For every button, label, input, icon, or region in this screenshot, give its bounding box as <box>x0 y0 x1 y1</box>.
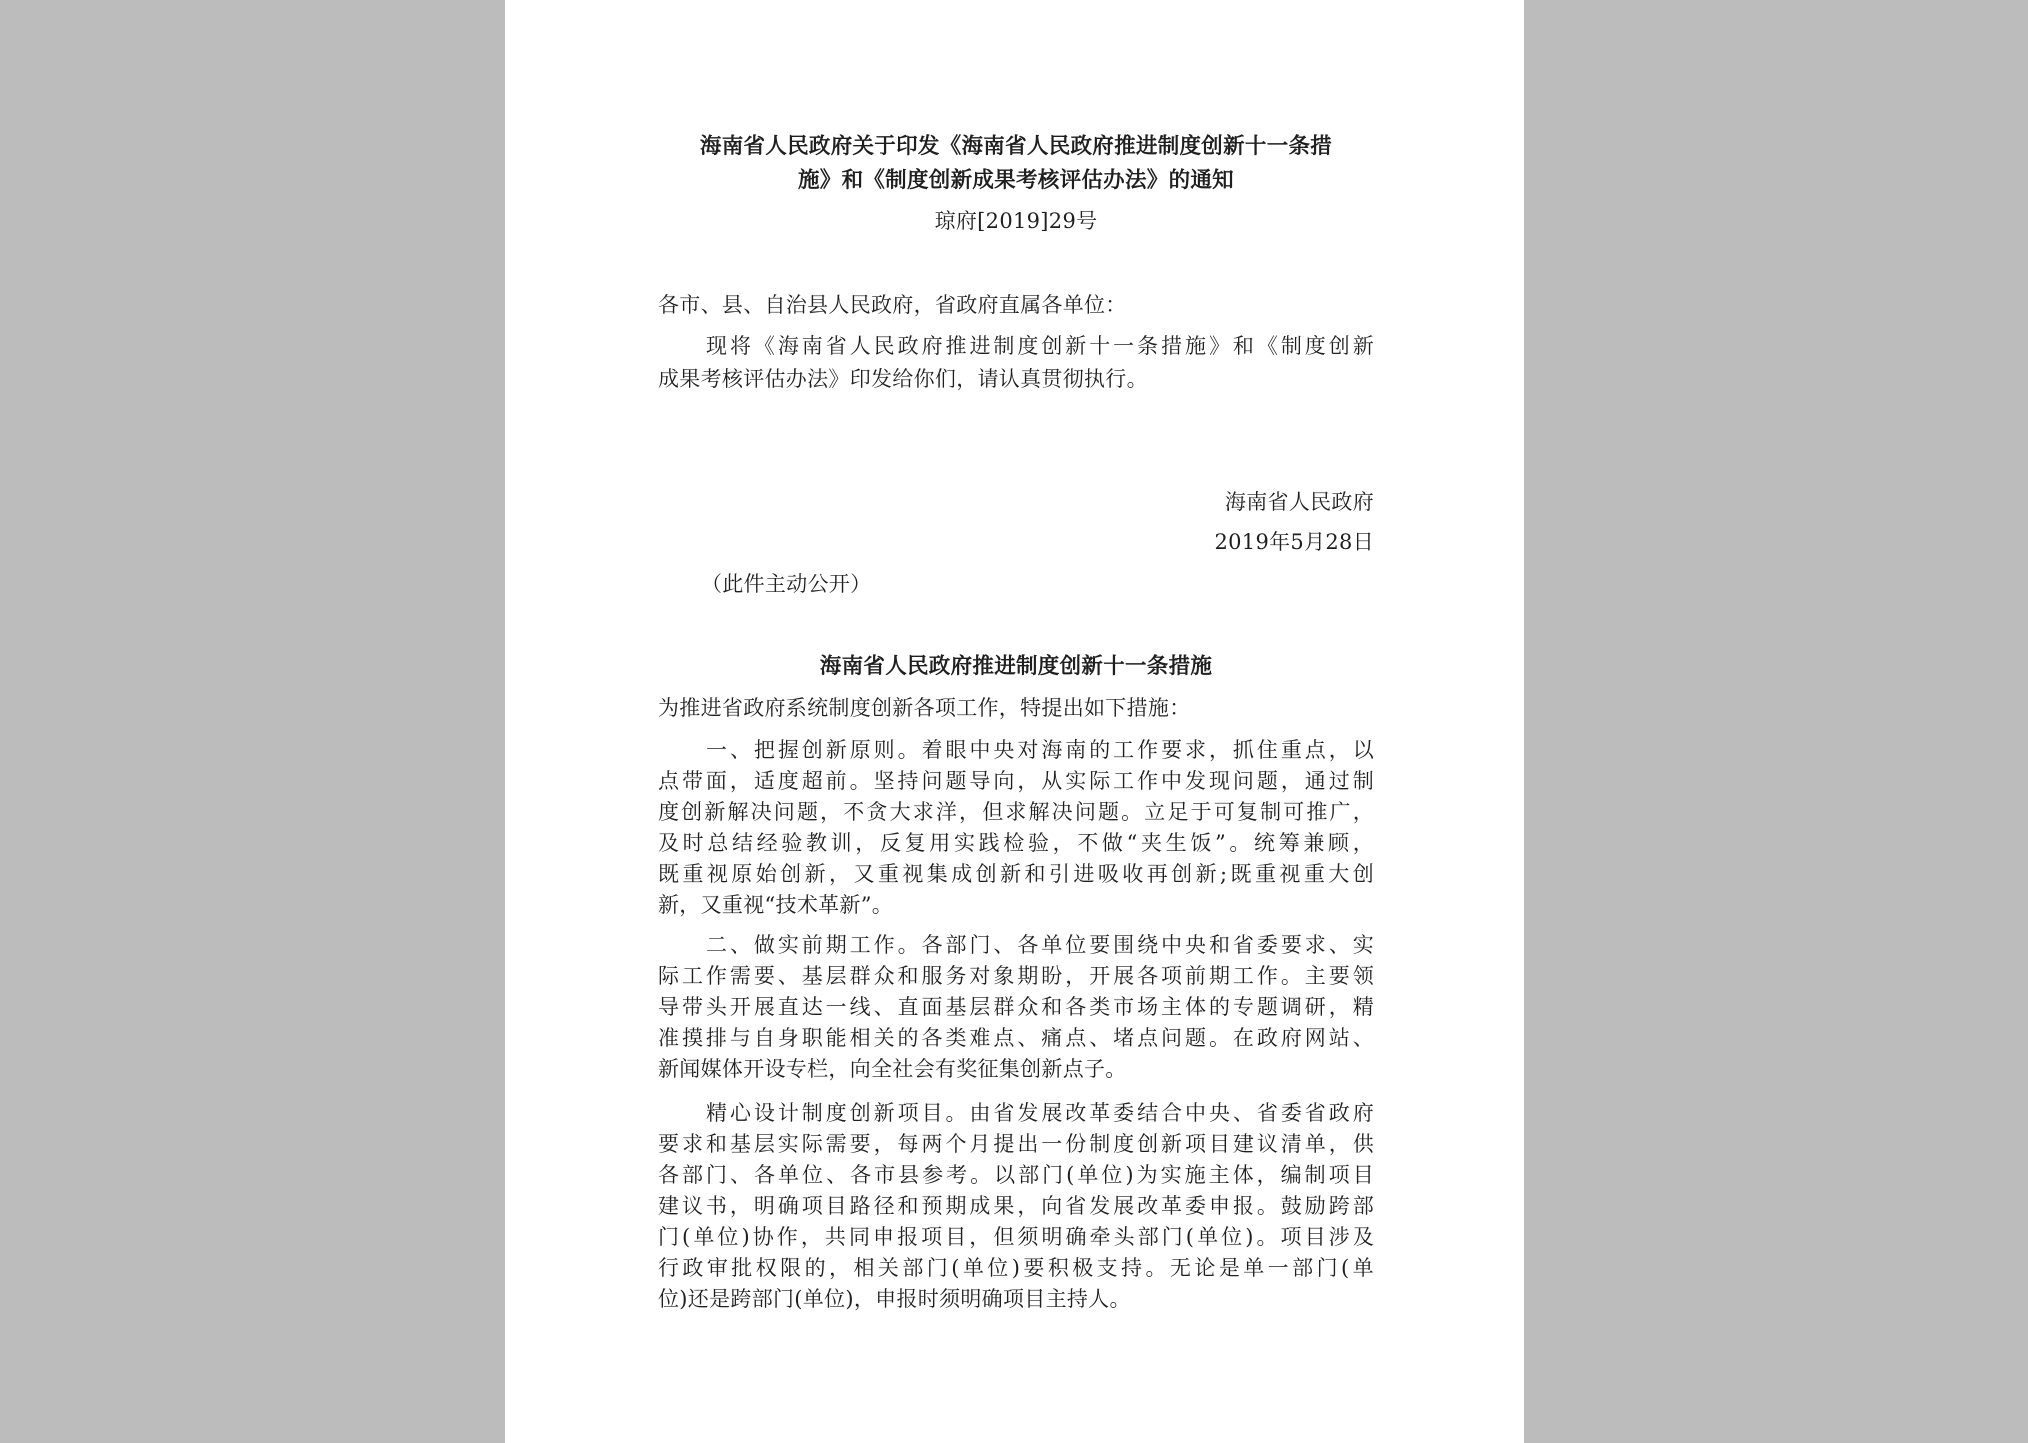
paragraph-1-line-2: 点带面，适度超前。坚持问题导向，从实际工作中发现问题，通过制 <box>658 769 1374 793</box>
salutation: 各市、县、自治县人民政府，省政府直属各单位： <box>658 293 1127 317</box>
paragraph-3-line-4: 建议书，明确项目路径和预期成果，向省发展改革委申报。鼓励跨部 <box>658 1194 1374 1218</box>
paragraph-3-line-7: 位)还是跨部门(单位)，申报时须明确项目主持人。 <box>658 1287 1131 1311</box>
paragraph-2-line-1: 二、做实前期工作。各部门、各单位要围绕中央和省委要求、实 <box>706 933 1374 957</box>
paragraph-1-line-6: 新，又重视“技术革新”。 <box>658 893 894 917</box>
paragraph-2-line-4: 准摸排与自身职能相关的各类难点、痛点、堵点问题。在政府网站、 <box>658 1026 1374 1050</box>
document-number: 琼府[2019]29号 <box>934 209 1098 233</box>
issuer-signature: 海南省人民政府 <box>1224 490 1374 514</box>
paragraph-1-line-4: 及时总结经验教训，反复用实践检验，不做“夹生饭”。统筹兼顾， <box>658 831 1374 855</box>
notice-body-line-2: 成果考核评估办法》印发给你们，请认真贯彻执行。 <box>658 367 1148 391</box>
paragraph-1-line-3: 度创新解决问题，不贪大求洋，但求解决问题。立足于可复制可推广， <box>658 800 1374 824</box>
disclosure-note: （此件主动公开） <box>701 572 872 596</box>
paragraph-3-line-1: 精心设计制度创新项目。由省发展改革委结合中央、省委省政府 <box>706 1101 1374 1125</box>
paragraph-2-line-5: 新闻媒体开设专栏，向全社会有奖征集创新点子。 <box>658 1057 1127 1081</box>
document-page <box>505 0 1524 1443</box>
paragraph-3-line-6: 行政审批权限的，相关部门(单位)要积极支持。无论是单一部门(单 <box>658 1256 1374 1280</box>
paragraph-1-line-1: 一、把握创新原则。着眼中央对海南的工作要求，抓住重点，以 <box>706 738 1374 762</box>
paragraph-1-line-5: 既重视原始创新，又重视集成创新和引进吸收再创新;既重视重大创 <box>658 862 1374 886</box>
measures-title: 海南省人民政府推进制度创新十一条措施 <box>819 654 1213 679</box>
paragraph-2-line-2: 际工作需要、基层群众和服务对象期盼，开展各项前期工作。主要领 <box>658 964 1374 988</box>
notice-body-line-1: 现将《海南省人民政府推进制度创新十一条措施》和《制度创新 <box>706 334 1374 358</box>
paragraph-3-line-2: 要求和基层实际需要，每两个月提出一份制度创新项目建议清单，供 <box>658 1132 1374 1156</box>
notice-title-line-1: 海南省人民政府关于印发《海南省人民政府推进制度创新十一条措 <box>699 134 1333 159</box>
paragraph-3-line-3: 各部门、各单位、各市县参考。以部门(单位)为实施主体，编制项目 <box>658 1163 1374 1187</box>
paragraph-2-line-3: 导带头开展直达一线、直面基层群众和各类市场主体的专题调研，精 <box>658 995 1374 1019</box>
measures-intro: 为推进省政府系统制度创新各项工作，特提出如下措施： <box>658 696 1191 720</box>
notice-title-line-2: 施》和《制度创新成果考核评估办法》的通知 <box>797 168 1234 193</box>
paragraph-3-line-5: 门(单位)协作，共同申报项目，但须明确牵头部门(单位)。项目涉及 <box>658 1225 1374 1249</box>
issue-date: 2019年5月28日 <box>1214 530 1374 554</box>
